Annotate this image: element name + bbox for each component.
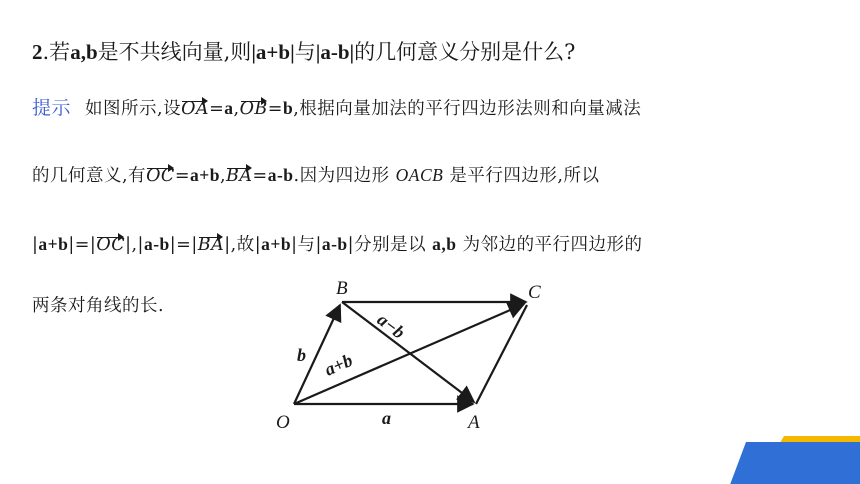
vector-apb-label: a+b: [321, 349, 356, 380]
diagonal-BA: [342, 302, 474, 402]
vector-a-label: a: [382, 408, 391, 428]
edge-AC: [476, 305, 527, 404]
vector-BA: BA: [226, 166, 253, 186]
vector-b-label: b: [297, 345, 306, 365]
point-C-label: C: [528, 282, 541, 303]
corner-decoration: [700, 436, 860, 484]
deco-blue-block: [728, 442, 860, 484]
hint-line-4: 两条对角线的长.: [32, 296, 165, 316]
question-number: 2: [32, 40, 43, 64]
vector-OC-abs: OC: [96, 235, 126, 255]
hint-label: 提示: [32, 97, 72, 119]
parallelogram-diagram: [270, 272, 580, 434]
point-A-label: A: [468, 412, 480, 433]
vector-OB: OB: [239, 99, 268, 119]
vector-OC: OC: [146, 166, 175, 186]
hint-line-1: 提示 如图所示,设OA=a,OB=b,根据向量加法的平行四边形法则和向量减法: [32, 97, 642, 119]
vector-BA-abs: BA: [197, 235, 225, 255]
hint-line-3: |a+b|=|OC|,|a-b|=|BA|,故|a+b|与|a-b|分别是以 a,b 为邻边的平行四边形的: [32, 234, 643, 255]
point-B-label: B: [336, 278, 348, 299]
point-O-label: O: [276, 412, 290, 433]
question-line: 2.若a,b是不共线向量,则|a+b|与|a-b|的几何意义分别是什么?: [32, 40, 576, 64]
vector-amb-label: a−b: [373, 309, 409, 343]
hint-line-2: 的几何意义,有OC=a+b,BA=a-b.因为四边形 OACB 是平行四边形,所以: [32, 165, 600, 186]
vector-OA: OA: [181, 99, 210, 119]
